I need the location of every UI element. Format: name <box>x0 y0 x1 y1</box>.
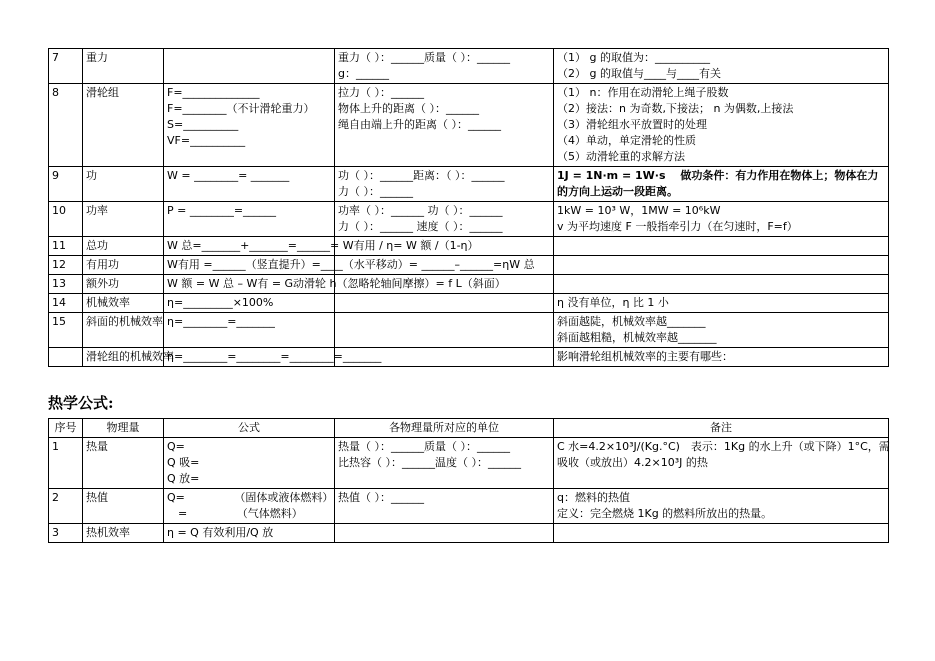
row-notes-line: 1kW = 10³ W，1MW = 10⁶kW <box>557 204 721 217</box>
row-notes <box>554 84 889 167</box>
row-number <box>49 294 83 313</box>
table-row <box>49 348 889 367</box>
row-units <box>335 524 554 543</box>
column-header: 物理量 <box>83 419 164 438</box>
row-formula-line: W 总=_______+_______=______= W有用 / η= W 额 /（1-η） <box>167 239 479 252</box>
row-number-line: 14 <box>52 296 66 309</box>
row-notes-line: 影响滑轮组机械效率的主要有哪些： <box>557 350 733 363</box>
row-notes-line: 斜面越粗糙，机械效率越_______ <box>557 331 717 344</box>
row-formula-line: η=________=_______ <box>167 315 275 328</box>
row-notes <box>554 524 889 543</box>
row-number-line: 3 <box>52 526 59 539</box>
row-notes-line: 的方向上运动一段距离。 <box>557 185 678 198</box>
row-notes <box>554 202 889 237</box>
row-notes <box>554 294 889 313</box>
row-number <box>49 237 83 256</box>
row-number-line: 11 <box>52 239 66 252</box>
row-quantity-line: 功 <box>86 169 97 182</box>
row-number-line: 1 <box>52 440 59 453</box>
row-units-line: 拉力（ ）：______ <box>338 86 424 99</box>
row-notes-line: q：燃料的热值 <box>557 491 630 504</box>
row-quantity-line: 热量 <box>86 440 108 453</box>
mechanics-formula-table <box>48 48 889 367</box>
table-row <box>49 256 889 275</box>
row-formula-line: Q= <box>167 440 185 453</box>
row-notes <box>554 167 889 202</box>
table-row <box>49 524 889 543</box>
table-row <box>49 167 889 202</box>
row-units-line: 重力（ ）：______质量（ ）：______ <box>338 51 510 64</box>
row-number <box>49 256 83 275</box>
row-formula-line: W有用 =______（竖直提升）=____（水平移动）= ______–______=ηW 总 <box>167 258 535 271</box>
row-quantity <box>83 167 164 202</box>
row-notes <box>554 275 889 294</box>
row-quantity <box>83 294 164 313</box>
table-row <box>49 49 889 84</box>
row-units-line: 热值（ ）：______ <box>338 491 424 504</box>
row-units <box>335 202 554 237</box>
table-row <box>49 275 889 294</box>
row-formula <box>164 202 335 237</box>
column-header: 序号 <box>49 419 83 438</box>
row-notes-line: 定义：完全燃烧 1Kg 的燃料所放出的热量。 <box>557 507 773 520</box>
column-header: 备注 <box>554 419 889 438</box>
row-quantity <box>83 313 164 348</box>
row-formula <box>164 438 335 489</box>
table-row <box>49 294 889 313</box>
row-quantity-line: 机械效率 <box>86 296 130 309</box>
row-notes-line: （1） n：作用在动滑轮上绳子股数 <box>557 86 729 99</box>
column-header: 各物理量所对应的单位 <box>335 419 554 438</box>
table-row <box>49 438 889 489</box>
row-quantity <box>83 489 164 524</box>
row-notes-line: v 为平均速度 F 一般指牵引力（在匀速时，F=f） <box>557 220 798 233</box>
row-quantity-line: 有用功 <box>86 258 119 271</box>
row-quantity-line: 热机效率 <box>86 526 130 539</box>
row-number-line: 2 <box>52 491 59 504</box>
row-number-line: 12 <box>52 258 66 271</box>
row-number-line: 8 <box>52 86 59 99</box>
row-quantity-line: 滑轮组的机械效率 <box>86 350 174 363</box>
row-quantity-line: 斜面的机械效率 <box>86 315 163 328</box>
row-formula <box>164 167 335 202</box>
row-units-line: 功（ ）：______距离：（ ）：______ <box>338 169 505 182</box>
row-formula <box>164 313 335 348</box>
row-notes-line: 1J = 1N·m = 1W·s 做功条件：有力作用在物体上；物体在力 <box>557 169 879 182</box>
row-formula-line: Q= （固体或液体燃料） <box>167 491 334 504</box>
row-number <box>49 49 83 84</box>
row-notes-line: （4）单动，单定滑轮的性质 <box>557 134 696 147</box>
row-quantity-line: 额外功 <box>86 277 119 290</box>
table-row <box>49 84 889 167</box>
row-notes <box>554 313 889 348</box>
row-quantity <box>83 256 164 275</box>
row-number <box>49 313 83 348</box>
row-number-line: 7 <box>52 51 59 64</box>
row-number-line: 13 <box>52 277 66 290</box>
row-quantity-line: 功率 <box>86 204 108 217</box>
row-units-line: 热量（ ）：______质量（ ）：______ <box>338 440 510 453</box>
row-units <box>335 313 554 348</box>
row-number <box>49 524 83 543</box>
row-units-line: 绳自由端上升的距离（ ）：______ <box>338 118 501 131</box>
row-quantity <box>83 49 164 84</box>
row-number-line: 10 <box>52 204 66 217</box>
row-notes-line: （2）接法：n 为奇数,下接法； n 为偶数,上接法 <box>557 102 794 115</box>
row-formula-line: η=_________×100% <box>167 296 274 309</box>
row-formula-line: Q 吸= <box>167 456 200 469</box>
row-formula <box>164 294 335 313</box>
row-notes-line: （2） g 的取值与____与____有关 <box>557 67 721 80</box>
row-units <box>335 167 554 202</box>
row-formula-line: W = ________= _______ <box>167 169 290 182</box>
row-number <box>49 489 83 524</box>
row-units-line: 功率（ ）：______ 功（ ）：______ <box>338 204 503 217</box>
row-notes-line: 吸收（或放出）4.2×10³J 的热 <box>557 456 708 469</box>
row-number <box>49 84 83 167</box>
row-notes-line: （3）滑轮组水平放置时的处理 <box>557 118 707 131</box>
row-notes <box>554 438 889 489</box>
row-notes-line: （1） g 的取值为：__________ <box>557 51 710 64</box>
heat-formula-table <box>48 418 889 543</box>
row-number <box>49 167 83 202</box>
row-units <box>335 438 554 489</box>
row-formula-line: F=______________ <box>167 86 260 99</box>
table-row <box>49 489 889 524</box>
row-number-line: 15 <box>52 315 66 328</box>
row-formula <box>164 348 382 367</box>
row-units-line: 力（ ）：______ <box>338 185 413 198</box>
row-number <box>49 348 83 367</box>
row-quantity <box>83 348 174 367</box>
row-formula <box>164 524 335 543</box>
table-row <box>49 202 889 237</box>
row-notes-line: C 水=4.2×10³J/(Kg.°C) 表示：1Kg 的水上升（或下降）1°C，需 <box>557 440 890 453</box>
row-units-line: g：______ <box>338 67 389 80</box>
row-units-line: 物体上升的距离（ ）：______ <box>338 102 479 115</box>
row-quantity <box>83 524 164 543</box>
row-quantity <box>83 202 164 237</box>
row-number-line: 9 <box>52 169 59 182</box>
row-number <box>49 202 83 237</box>
row-quantity <box>83 237 164 256</box>
row-units <box>335 84 554 167</box>
row-quantity <box>83 84 164 167</box>
row-number <box>49 438 83 489</box>
row-units <box>335 294 554 313</box>
row-formula <box>164 237 479 256</box>
header-row <box>49 419 889 438</box>
table-row <box>49 237 889 256</box>
row-notes <box>554 348 889 367</box>
row-notes-line: （5）动滑轮重的求解方法 <box>557 150 685 163</box>
row-quantity <box>83 438 164 489</box>
section-title: 热学公式: <box>48 394 114 412</box>
row-quantity-line: 重力 <box>86 51 108 64</box>
row-units-line: 力（ ）：______ 速度（ ）：______ <box>338 220 503 233</box>
row-units <box>335 489 554 524</box>
row-notes <box>554 489 889 524</box>
row-units <box>335 49 554 84</box>
row-formula <box>164 489 335 524</box>
column-header: 公式 <box>164 419 335 438</box>
row-number <box>49 275 83 294</box>
row-formula-line: F=________（不计滑轮重力） <box>167 102 315 115</box>
row-notes-line: 斜面越陡，机械效率越_______ <box>557 315 706 328</box>
row-formula-line: Q 放= <box>167 472 200 485</box>
row-quantity-line: 滑轮组 <box>86 86 119 99</box>
row-quantity-line: 总功 <box>86 239 108 252</box>
table-row <box>49 313 889 348</box>
row-notes <box>554 49 889 84</box>
row-notes <box>554 256 889 275</box>
row-formula <box>164 275 506 294</box>
row-quantity <box>83 275 164 294</box>
row-formula-line: = （气体燃料） <box>167 507 303 520</box>
row-formula-line: W 额 = W 总 – W有 = G动滑轮 h（忽略轮轴间摩擦）= f L（斜面） <box>167 277 506 290</box>
row-formula-line: S=__________ <box>167 118 239 131</box>
row-units-line: 比热容（ ）：______温度（ ）：______ <box>338 456 521 469</box>
row-notes-line: η 没有单位，η 比 1 小 <box>557 296 669 309</box>
row-formula <box>164 49 335 84</box>
row-formula <box>164 256 535 275</box>
row-quantity-line: 热值 <box>86 491 108 504</box>
row-formula-line: P = ________=______ <box>167 204 277 217</box>
row-formula-line: VF=__________ <box>167 134 246 147</box>
row-formula-line: η = Q 有效利用/Q 放 <box>167 526 274 539</box>
row-formula <box>164 84 335 167</box>
row-notes <box>554 237 889 256</box>
row-formula-line: η=________=________=________=_______ <box>167 350 382 363</box>
